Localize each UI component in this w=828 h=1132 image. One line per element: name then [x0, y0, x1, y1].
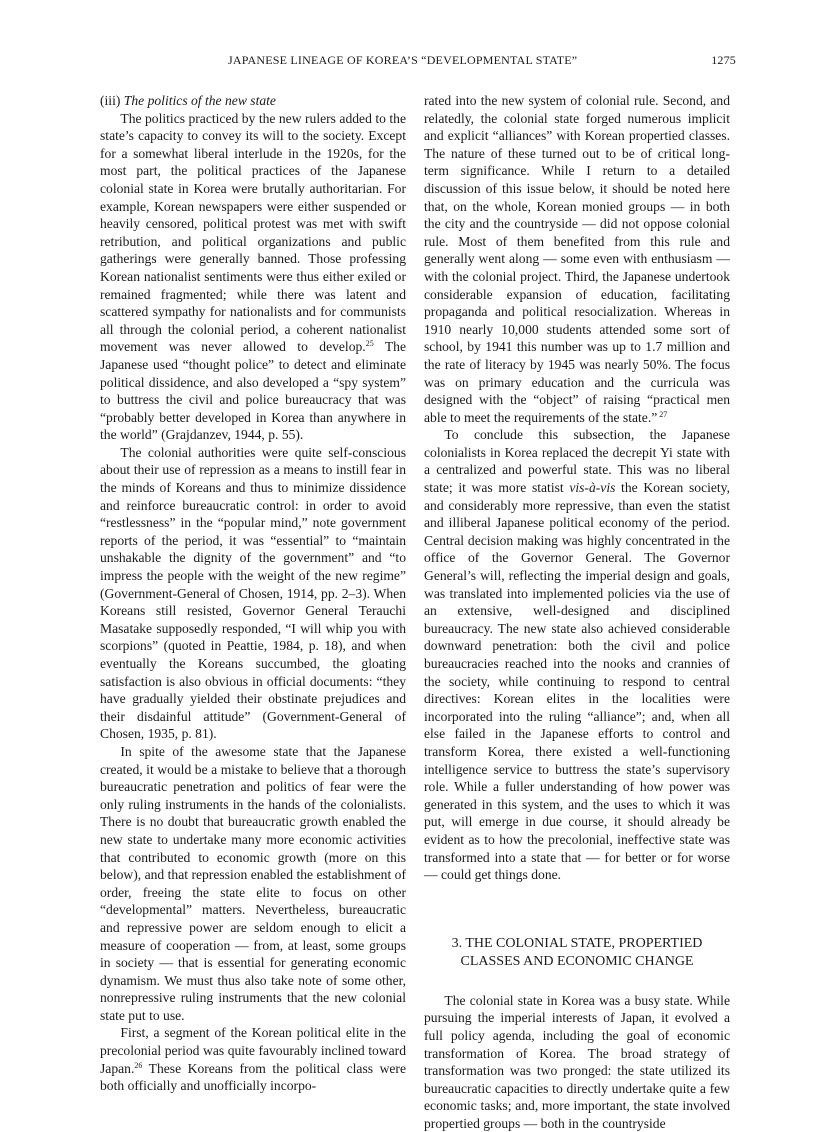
right-column — [424, 92, 730, 1132]
paragraph-text: These Koreans from the political class were both officially and unofficially incorpo- — [100, 1060, 406, 1094]
footnote-marker: 25 — [365, 339, 374, 349]
paragraph-text: The Japanese used “thought police” to detect and eliminate political dissidence, and also developed a “spy system” to buttress the civil and police bureaucracy that was “probably better developed in Korea than anywhere in the world” (Grajdanzev, 1944, p. 55). — [100, 339, 406, 443]
paragraph: In spite of the awesome state that the Japanese created, it would be a mistake to believe that a thorough bureaucratic penetration and politics of fear were the only ruling instruments in the hands of the colonialists. There is no doubt that bureaucratic growth enabled the new state to undertake many more economic activities that contributed to economic growth (more on this below), and that repression enabled the establishment of order, freeing the state elite to focus on other “developmental” matters. Nevertheless, bureaucratic and repressive power are seldom enough to elicit a measure of cooperation — from, at least, some groups in society — that is essential for generating economic dynamism. We must thus also take note of some other, nonrepressive ruling instruments that the new colonial state put to use. — [100, 743, 406, 1023]
subsection-number: (iii) — [100, 93, 124, 108]
section-heading-line: CLASSES AND ECONOMIC CHANGE — [460, 953, 694, 969]
paragraph — [100, 1024, 406, 1094]
left-column — [100, 92, 406, 1095]
paragraph-text: To conclude this subsection, the Japanese colonialists in Korea replaced the decrepit Yi state with a centralized and powerful state. This was no liberal state; it was more statist — [424, 427, 730, 496]
section-heading-line: 3. THE COLONIAL STATE, PROPERTIED — [451, 935, 703, 951]
footnote-marker: 26 — [134, 1060, 143, 1070]
paragraph — [424, 426, 730, 883]
italic-phrase: vis-à-vis — [569, 480, 616, 496]
paragraph-text: rated into the new system of colonial rule. Second, and relatedly, the colonial state forged numerous implicit and explicit “alliances” with Korean propertied classes. The nature of these turned out to be of critical long-term significance. While I return to a detailed discussion of this issue below, it should be noted here that, on the whole, Korean monied groups — in both the city and the countryside — did not oppose colonial rule. Most of them benefited from this rule and generally went along — some even with enthusiasm — with the colonial project. Third, the Japanese undertook considerable expansion of education, facilitating propaganda and political resocialization. Whereas in 1910 nearly 10,000 students attended some sort of school, by 1941 this number was up to 1.7 million and the rate of literacy by 1945 was nearly 50%. The focus was on primary education and the curricula was designed with the “object” of raising “practical men able to meet the requirements of the state.” — [424, 93, 730, 425]
paragraph-text: First, a segment of the Korean political elite in the precolonial period was quite favourably inclined toward Japan. — [100, 1025, 406, 1076]
page-number: 1275 — [711, 53, 736, 67]
paragraph-text: the Korean society, and considerably more repressive, than even the statist and illiberal Japanese political economy of the period. Central decision making was highly concentrated in the office of the Governor General. The Governor General’s will, reflecting the imperial design and goals, was translated into implemented policies via the use of an extensive, well-designed and disciplined bureaucracy. The new state also achieved considerable downward penetration: both the civil and police bureaucracies reached into the nooks and crannies of the society, while continuing to respond to central directives: Korean elites in the localities were incorporated into the ruling “alliance”; and, when all else failed in the Japanese efforts to control and transform Korea, there existed a well-functioning intelligence service to buttress the state’s supervisory role. While a fuller understanding of how power was generated in this system, and the uses to which it was put, will emerge in due course, it should already be evident as to how the precolonial, ineffective state was transformed into a state that — for better or for worse — could get things done. — [424, 480, 730, 883]
paragraph-text: The politics practiced by the new rulers added to the state’s capacity to convey its will to the society. Except for a somewhat liberal interlude in the 1920s, for the most part, the political practices of the Japanese colonial state in Korea were brutally authoritarian. For example, Korean newspapers were either suspended or heavily censored, political protest was met with swift retribution, and political organizations and public gatherings were generally banned. Those professing Korean nationalist sentiments were thus either exiled or remained fragmented; while there was latent and scattered sympathy for nationalists and for communists all through the colonial period, a coherent nationalist movement was never allowed to develop. — [100, 110, 406, 355]
paragraph — [424, 92, 730, 426]
running-header — [100, 50, 736, 70]
paragraph: The colonial state in Korea was a busy state. While pursuing the imperial interests of Japan, it evolved a full policy agenda, including the goal of economic transformation of Korea. The broad strategy of transformation was two pronged: the state utilized its bureaucratic capacities to directly undertake quite a few economic tasks; and, more important, the state involved propertied groups — both in the countryside — [424, 992, 730, 1131]
subsection-heading — [100, 92, 406, 110]
subsection-title: The politics of the new state — [123, 93, 276, 108]
section-heading — [424, 935, 730, 971]
paragraph — [100, 110, 406, 444]
paragraph: The colonial authorities were quite self-conscious about their use of repression as a means to instill fear in the minds of Koreans and thus to minimize dissidence and reinforce bureaucratic control: in order to avoid “restlessness” in the “popular mind,” note government reports of the period, it was “essential” to “maintain unshakable the dignity of the government” and “to impress the people with the weight of the new regime” (Government-General of Chosen, 1914, pp. 2–3). When Koreans still resisted, Governor General Terauchi Masatake supposedly responded, “I will whip you with scorpions” (quoted in Peattie, 1984, p. 18), and when eventually the Koreans succumbed, the gloating satisfaction is also obvious in official documents: “they have gradually yielded their obstinate prejudices and their disdainful attitude” (Government-General of Chosen, 1935, p. 81). — [100, 444, 406, 742]
running-title: JAPANESE LINEAGE OF KOREA’S “DEVELOPMENTAL STATE” — [228, 53, 578, 67]
footnote-marker: 27 — [657, 409, 668, 419]
